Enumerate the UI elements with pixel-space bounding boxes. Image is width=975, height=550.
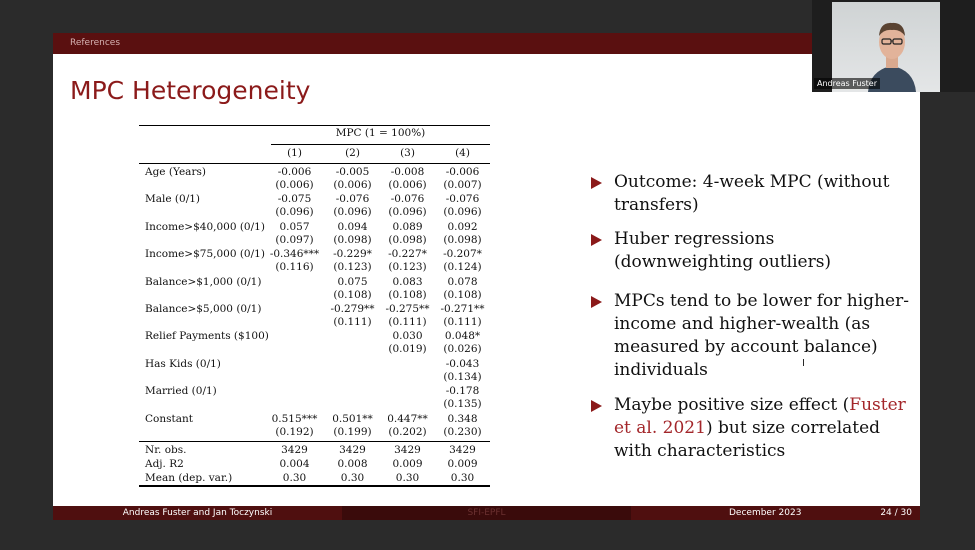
table-cell: -0.008 — [390, 166, 425, 178]
webcam-overlay — [812, 0, 975, 92]
table-cell: (0.230) — [443, 425, 482, 438]
table-cell: (0.098) — [333, 233, 372, 246]
table-cell: (4) — [455, 147, 470, 159]
table-row-se — [139, 205, 490, 219]
text-cursor-icon: I — [802, 358, 805, 369]
table-cell: -0.076 — [390, 193, 425, 206]
table-row-se — [139, 315, 490, 329]
table-cell: (1) — [287, 147, 302, 159]
table-cell: (0.007) — [443, 179, 482, 191]
table-cell: (0.123) — [388, 261, 427, 274]
slide — [53, 33, 920, 520]
table-cell: 0.057 — [279, 220, 310, 233]
table-cell: (0.097) — [275, 233, 314, 246]
table-cell: -0.076 — [445, 193, 480, 206]
row-label: Balance>$5,000 (0/1) — [145, 303, 262, 315]
table-cell: -0.043 — [445, 357, 480, 370]
row-label: Income>$75,000 (0/1) — [145, 248, 265, 261]
bullet-text — [591, 394, 911, 463]
row-label: Income>$40,000 (0/1) — [145, 220, 265, 233]
table-cell: 0.075 — [337, 275, 368, 288]
table-cell: 0.30 — [282, 471, 307, 484]
table-cell: (0.006) — [275, 179, 314, 191]
table-row-se — [139, 397, 490, 411]
bullet-text: MPCs tend to be lower for higher-income and higher-wealth (as measured by account balance) individuals — [614, 291, 909, 380]
table-cell: (0.111) — [388, 316, 427, 328]
table-cell: (0.096) — [388, 206, 427, 219]
table-cell: (2) — [345, 147, 360, 159]
table-stat-row — [139, 471, 490, 485]
table-cell: 0.094 — [337, 220, 368, 233]
table-cell: 0.009 — [447, 457, 478, 470]
table-row — [139, 247, 490, 261]
table-cell: 0.078 — [447, 275, 478, 288]
table-row — [139, 165, 490, 179]
bullet-text-after: ) but size correlated with characteristics — [614, 418, 881, 461]
table-cell: 0.083 — [392, 275, 423, 288]
table-cell: 0.048* — [444, 330, 481, 343]
bullet-item — [591, 394, 911, 463]
table-row-se — [139, 260, 490, 274]
footer-date: December 2023 — [729, 508, 802, 518]
table-cell: -0.227* — [388, 248, 427, 261]
table-cell: (0.134) — [443, 370, 482, 383]
table-cell: 0.447** — [387, 412, 428, 425]
table-cell: -0.207* — [443, 248, 482, 261]
column-header-row — [139, 146, 490, 160]
table-row-se — [139, 178, 490, 192]
table-cell: (0.108) — [388, 288, 427, 301]
bullet-text: Outcome: 4-week MPC (without transfers) — [614, 172, 890, 215]
table-row — [139, 192, 490, 206]
row-label: Relief Payments ($100) — [145, 330, 269, 343]
bullet-item — [591, 290, 911, 382]
table-row — [139, 220, 490, 234]
dependent-variable-header: MPC (1 = 100%) — [335, 127, 426, 139]
table-rule — [139, 163, 490, 164]
footer-authors: Andreas Fuster and Jan Toczynski — [53, 506, 342, 520]
bullet-triangle-icon — [591, 234, 602, 246]
table-cell: -0.346*** — [269, 248, 320, 261]
table-cell: 3429 — [339, 444, 366, 456]
table-cell: -0.076 — [335, 193, 370, 206]
table-row — [139, 275, 490, 289]
table-cell: 0.30 — [340, 471, 365, 484]
table-row — [139, 412, 490, 426]
bullet-triangle-icon — [591, 296, 602, 308]
citation-link[interactable]: Fuster et al. 2021 — [614, 395, 906, 438]
row-label: Age (Years) — [145, 166, 206, 178]
table-cell: -0.075 — [277, 193, 312, 206]
table-cell: -0.006 — [445, 166, 480, 178]
table-cell: (0.006) — [388, 179, 427, 191]
table-cell: (0.096) — [333, 206, 372, 219]
table-row — [139, 384, 490, 398]
table-cell: -0.279** — [330, 303, 375, 315]
table-cell: (3) — [400, 147, 415, 159]
table-row — [139, 357, 490, 371]
table-cell: (0.019) — [388, 343, 427, 356]
row-label: Nr. obs. — [145, 444, 187, 456]
table-cell: (0.199) — [333, 425, 372, 438]
page-number: 24 / 30 — [880, 508, 912, 518]
table-row-se — [139, 370, 490, 384]
table-cell: 0.008 — [337, 457, 368, 470]
table-cell: -0.178 — [445, 385, 480, 398]
table-cell: 3429 — [449, 444, 476, 456]
table-cell: (0.202) — [388, 425, 427, 438]
table-cell: 0.515*** — [271, 412, 318, 425]
participant-name: Andreas Fuster — [814, 78, 880, 89]
table-row-se — [139, 233, 490, 247]
table-cell: 0.30 — [395, 471, 420, 484]
table-cell: 0.030 — [392, 330, 423, 343]
table-cell: (0.135) — [443, 398, 482, 411]
table-cell: 0.089 — [392, 220, 423, 233]
bullet-text-before: Maybe positive size effect ( — [614, 395, 850, 415]
table-cell: 0.092 — [447, 220, 478, 233]
row-label: Mean (dep. var.) — [145, 471, 233, 484]
table-cell: (0.111) — [333, 316, 372, 328]
row-label: Married (0/1) — [145, 385, 217, 398]
table-cell: -0.271** — [440, 303, 485, 315]
table-cell: (0.108) — [333, 288, 372, 301]
row-label: Adj. R2 — [145, 457, 184, 470]
bullet-triangle-icon — [591, 177, 602, 189]
table-stat-row — [139, 457, 490, 471]
table-cell: -0.005 — [335, 166, 370, 178]
table-row-se — [139, 288, 490, 302]
footer-institution: SFI-EPFL — [342, 506, 631, 520]
table-cell: 3429 — [281, 444, 308, 456]
row-label: Has Kids (0/1) — [145, 357, 221, 370]
table-row-se — [139, 342, 490, 356]
slide-footer — [53, 506, 920, 520]
table-stat-row — [139, 443, 490, 457]
row-label: Constant — [145, 412, 193, 425]
bullet-item — [591, 171, 911, 217]
table-cell: (0.098) — [388, 233, 427, 246]
table-cell: 0.501** — [332, 412, 373, 425]
bullet-text: Huber regressions (downweighting outliers) — [614, 229, 832, 272]
table-cell: -0.229* — [333, 248, 372, 261]
table-cell: (0.096) — [275, 206, 314, 219]
table-cell: (0.108) — [443, 288, 482, 301]
table-cell: (0.096) — [443, 206, 482, 219]
table-cell: 3429 — [394, 444, 421, 456]
table-row-se — [139, 425, 490, 439]
table-cell: (0.123) — [333, 261, 372, 274]
table-cell: (0.026) — [443, 343, 482, 356]
table-cell: 0.009 — [392, 457, 423, 470]
table-cell: -0.275** — [385, 303, 430, 315]
table-cell: (0.192) — [275, 425, 314, 438]
table-cell: (0.006) — [333, 179, 372, 191]
bullet-item — [591, 228, 911, 274]
table-rule — [271, 144, 490, 145]
table-row — [139, 329, 490, 343]
table-cell: 0.348 — [447, 412, 478, 425]
table-rule — [139, 485, 490, 486]
row-label: Balance>$1,000 (0/1) — [145, 275, 262, 288]
page-title: MPC Heterogeneity — [70, 76, 311, 105]
table-cell: -0.006 — [277, 166, 312, 178]
table-row — [139, 302, 490, 316]
table-rule — [139, 441, 490, 442]
table-cell: 0.004 — [279, 457, 310, 470]
bullet-triangle-icon — [591, 400, 602, 412]
table-cell: (0.098) — [443, 233, 482, 246]
slide-header-bar — [53, 33, 920, 54]
table-cell: (0.124) — [443, 261, 482, 274]
row-label: Male (0/1) — [145, 193, 201, 206]
table-cell: (0.111) — [443, 316, 482, 328]
section-label: References — [70, 38, 121, 48]
table-cell: 0.30 — [450, 471, 475, 484]
table-cell: (0.116) — [275, 261, 314, 274]
footer-right — [631, 506, 920, 520]
